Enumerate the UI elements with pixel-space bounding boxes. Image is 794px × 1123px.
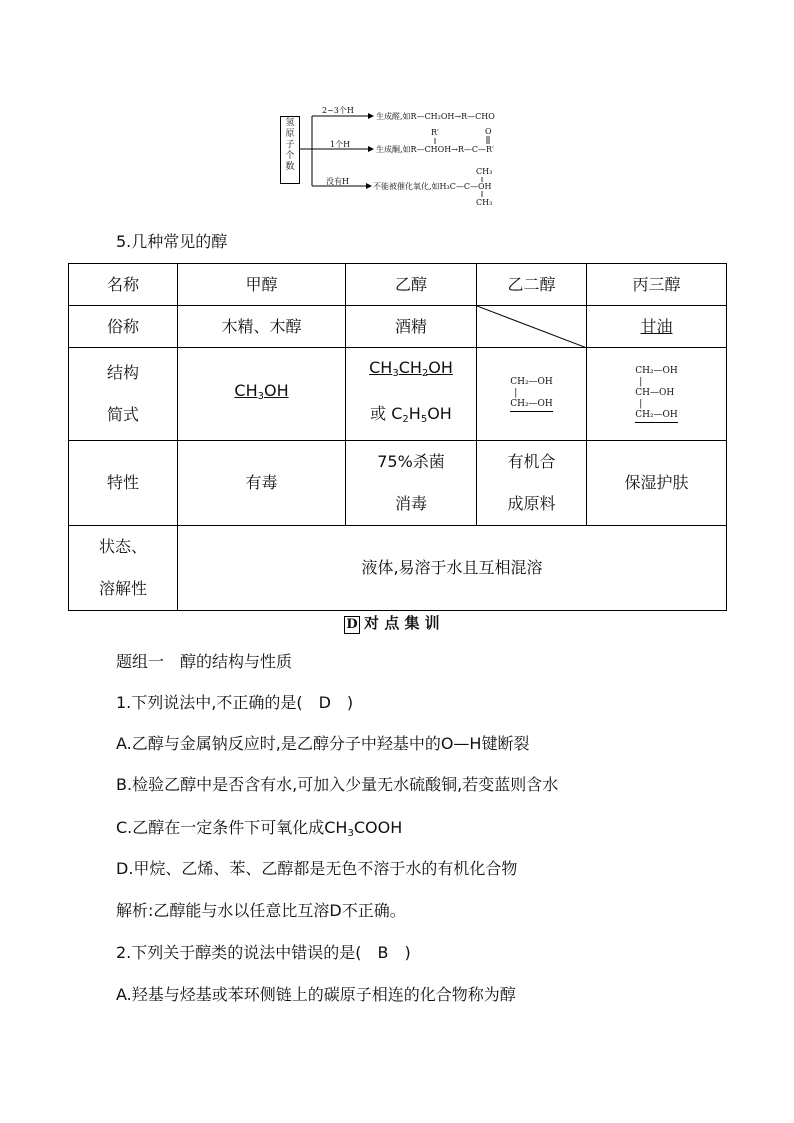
header-glycerol: 丙三醇: [587, 264, 727, 306]
glycol-structure: [477, 348, 587, 441]
q1-analysis: 解析:乙醇能与水以任意比互溶D不正确。: [116, 901, 406, 920]
table-row-common-name: [69, 306, 727, 348]
glycol-formula: CH₂—OH | CH₂—OH: [510, 377, 553, 412]
ethanol-common-name: 酒精: [346, 306, 477, 348]
branch2-r-label: R′: [431, 128, 439, 137]
structure-label-line2: 简式: [106, 405, 139, 424]
diagonal-line: [477, 306, 587, 348]
glycol-property: 有机合 成原料: [477, 441, 587, 526]
methanol-formula: $CH_3OH$: [234, 381, 289, 402]
branch3-result: 不能被催化氧化,如H₃C—C—OH: [373, 182, 492, 191]
section-header-text: 对 点 集 训: [364, 614, 440, 632]
branch2-o-label: O: [485, 127, 492, 136]
header-methanol: 甲醇: [178, 264, 346, 306]
row-label-property: 特性: [69, 441, 178, 526]
header-ethanol: 乙醇: [346, 264, 477, 306]
row-label-common-name: 俗称: [69, 306, 178, 348]
table-header-row: [69, 264, 727, 306]
row-label-structure: [69, 348, 178, 441]
group-title: 题组一 醇的结构与性质: [116, 652, 293, 671]
table-row-state: [69, 526, 727, 611]
table-row-structure: [69, 348, 727, 441]
branch1-result: 生成醛,如R—CH₂OH→R—CHO: [376, 112, 495, 121]
ethanol-formula-2: 或 $C_2H_5OH$: [370, 404, 452, 425]
branch1-condition: 2~3个H: [322, 106, 354, 115]
methanol-property: 有毒: [178, 441, 346, 526]
alcohols-table: [68, 263, 727, 611]
glycerol-common-name: [587, 306, 727, 348]
ethanol-formula-1: $CH_3CH_2OH$: [369, 358, 453, 379]
methanol-structure: [178, 348, 346, 441]
q1-option-d: D.甲烷、乙烯、苯、乙醇都是无色不溶于水的有机化合物: [116, 859, 518, 878]
table-row-property: [69, 441, 727, 526]
header-glycol: 乙二醇: [477, 264, 587, 306]
header-name: 名称: [69, 264, 178, 306]
hydrogen-count-label: 氢原子个数: [285, 118, 295, 172]
glycerol-property: 保湿护肤: [587, 441, 727, 526]
section-badge: D: [344, 616, 360, 634]
row-label-state: 状态、 溶解性: [69, 526, 178, 611]
branch3-ch3-bottom: CH₃: [476, 198, 493, 207]
branch3-ch3-top: CH₃: [476, 167, 493, 176]
ethanol-structure: [346, 348, 477, 441]
section-header: [344, 612, 440, 634]
methanol-common-name: 木精、木醇: [178, 306, 346, 348]
branch3-condition: 没有H: [326, 177, 349, 186]
glycerol-structure: [587, 348, 727, 441]
q2-option-a: A.羟基与烃基或苯环侧链上的碳原子相连的化合物称为醇: [116, 985, 516, 1004]
ethanol-property: 75%杀菌 消毒: [346, 441, 477, 526]
branch2-result: 生成酮,如R—CHOH→R—C—R′: [376, 145, 494, 154]
glycerol-formula: CH₂—OH | CH—OH | CH₂—OH: [635, 366, 678, 423]
q2-stem: 2.下列关于醇类的说法中错误的是( B ): [116, 943, 411, 962]
section-5-title: 5.几种常见的醇: [116, 232, 228, 251]
glycerol-common-name-text: 甘油: [640, 316, 673, 336]
q1-option-b: B.检验乙醇中是否含有水,可加入少量无水硫酸铜,若变蓝则含水: [116, 775, 559, 794]
q1-option-a: A.乙醇与金属钠反应时,是乙醇分子中羟基中的O—H键断裂: [116, 734, 530, 753]
state-solubility-value: 液体,易溶于水且互相混溶: [178, 526, 727, 611]
oxidation-rule-diagram: [270, 100, 530, 215]
branch2-condition: 1个H: [330, 140, 351, 149]
q1-option-c: C.乙醇在一定条件下可氧化成$CH_3COOH$: [116, 818, 403, 839]
structure-label-line1: 结构: [106, 363, 139, 382]
q1-stem: 1.下列说法中,不正确的是( D ): [116, 693, 354, 712]
glycol-common-name-empty: [477, 306, 587, 348]
